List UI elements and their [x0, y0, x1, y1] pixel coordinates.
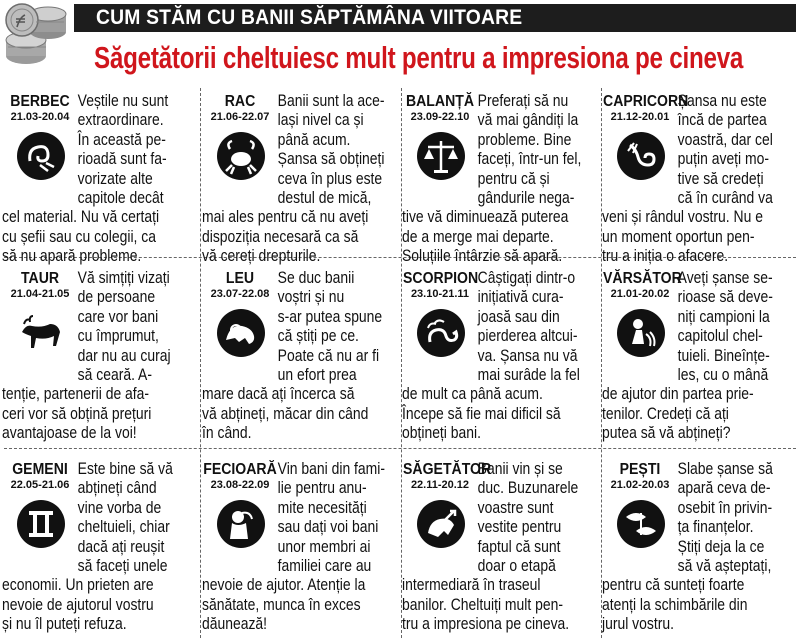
sign-dates: 21.06-22.07 — [210, 111, 270, 123]
text-line: Veștile nu sunt — [77, 92, 169, 110]
text-line: Se duc banii — [277, 269, 355, 287]
text-line: economii. Un prieten are — [2, 576, 154, 595]
text-line: că știți pe ce. — [277, 327, 359, 346]
text-line: un moment oportun pen- — [602, 227, 755, 246]
text-line: care vor bani — [77, 307, 159, 326]
text-line: avantajoase de la voi! — [2, 424, 137, 443]
horoscope-text — [602, 269, 773, 444]
text-line: tenilor. Credeți că ați — [602, 404, 729, 423]
text-line: inițiativă cura- — [477, 288, 564, 307]
text-line: s-ar putea spune — [277, 307, 383, 326]
sign-name: RAC — [224, 93, 256, 110]
text-line: nevoie de ajutorul vostru — [2, 595, 154, 614]
text-line: ceva în plus este — [277, 169, 383, 188]
text-line: banilor. Cheltuiți mult pen- — [402, 595, 563, 614]
text-line: puțin aveți mo- — [677, 150, 769, 169]
text-line: ța finanțelor. — [677, 518, 754, 537]
text-line: vestite pentru — [477, 518, 562, 537]
section-title: CUM STĂM CU BANII SĂPTĂMÂNA VIITOARE — [96, 6, 523, 29]
text-line: tenție, partenerii de afa- — [2, 385, 150, 404]
text-line: mare dacă ați încerca să — [202, 385, 355, 404]
horoscope-text — [202, 269, 382, 444]
text-line: În această pe- — [77, 130, 166, 149]
text-line: rioase să deve- — [677, 288, 773, 307]
text-line: unor membri ai — [277, 537, 371, 556]
text-line: Șansa nu este — [677, 92, 767, 110]
sign-name: FECIOARĂ — [203, 461, 277, 478]
text-line: intermediară în traseul — [402, 576, 541, 595]
sign-dates: 23.08-22.09 — [210, 479, 270, 491]
text-line: Vin bani din fami- — [277, 460, 385, 478]
text-line: Aveți șanse se- — [677, 269, 773, 287]
text-line: Vă simțiți vizați — [77, 269, 170, 287]
text-line: în când. — [202, 424, 252, 443]
text-line: pentru că și — [477, 169, 550, 188]
sign-dates: 21.03-20.04 — [10, 111, 70, 123]
text-line: cu împrumut, — [77, 327, 159, 346]
text-line: sănătate, munca în exces — [202, 595, 361, 614]
horoscope-text — [2, 92, 168, 267]
row-divider — [4, 448, 796, 449]
sign-dates: 21.02-20.03 — [610, 479, 670, 491]
text-line: vă abțineți, măcar din când — [202, 404, 369, 423]
text-line: obțineți bani. — [402, 424, 481, 443]
text-line: vă mai gândiți la — [477, 111, 579, 130]
text-line: dacă ați reușit — [77, 537, 165, 556]
text-line: Șansa să obțineți — [277, 150, 385, 169]
sign-name: LEU — [225, 270, 255, 287]
text-line: rioadă sunt fa- — [77, 150, 167, 169]
text-line: sau dați voi bani — [277, 518, 379, 537]
text-line: tuieli. Bineînțe- — [677, 346, 770, 365]
text-line: ceri vor să obțină prețuri — [2, 404, 152, 423]
text-line: va. Șansa nu vă — [477, 346, 578, 365]
horoscope-text — [202, 92, 384, 267]
text-line: de mult ca până acum. — [402, 385, 543, 404]
text-line: capitole decât — [77, 188, 164, 207]
text-line: de ajutor din partea prie- — [602, 385, 754, 404]
sign-dates: 21.01-20.02 — [610, 288, 670, 300]
text-line: nevoie de ajutor. Atenție la — [202, 576, 366, 595]
text-line: faptul că sunt — [477, 537, 561, 556]
horoscope-text — [2, 269, 171, 444]
text-line: vine vorba de — [77, 498, 162, 517]
sign-dates: 23.10-21.11 — [410, 288, 470, 300]
text-line: încă de partea — [677, 111, 767, 130]
text-line: capitolul chel- — [677, 327, 763, 346]
text-line: Soluțiile întârzie să apară. — [402, 247, 563, 266]
sign-name: CAPRICORN — [603, 93, 689, 110]
text-line: niți campioni la — [677, 307, 770, 326]
text-line: cu șefii sau cu colegii, ca — [2, 227, 156, 246]
horoscope-text — [202, 460, 385, 635]
text-line: tive să credeți — [677, 169, 764, 188]
horoscope-text — [602, 92, 773, 267]
text-line: Banii vin și se — [477, 460, 563, 478]
text-line: că în curând va — [677, 188, 773, 207]
text-line: vă cereți drepturile. — [202, 247, 321, 266]
text-line: putea să vă abțineți? — [602, 424, 731, 443]
sign-name: BALANȚĂ — [405, 93, 475, 110]
horoscope-text — [402, 460, 578, 635]
text-line: jurul vostru. — [602, 615, 674, 634]
sign-name: PEȘTI — [619, 461, 661, 478]
text-line: de a merge mai departe. — [402, 227, 554, 246]
text-line: Știți deja la ce — [677, 537, 765, 556]
text-line: les, cu o mână — [677, 365, 769, 384]
sign-dates: 23.07-22.08 — [210, 288, 270, 300]
column-divider — [200, 88, 201, 638]
text-line: probleme. Bine — [477, 130, 572, 149]
text-line: dar nu au curaj — [77, 346, 171, 365]
text-line: Slabe șanse să — [677, 460, 773, 478]
text-line: să vă așteptați, — [677, 556, 772, 575]
text-line: un efort prea — [277, 365, 357, 384]
text-line: destul de mică, — [277, 188, 372, 207]
horoscope-text — [602, 460, 773, 635]
text-line: Poate că nu ar fi — [277, 346, 380, 365]
text-line: cheltuieli, chiar — [77, 518, 170, 537]
sign-name: VĂRSĂTOR — [603, 270, 682, 287]
horoscope-text — [402, 92, 581, 267]
text-line: pentru că sunteți foarte — [602, 576, 745, 595]
text-line: apară ceva de- — [677, 479, 771, 498]
text-line: pierderea altcui- — [477, 327, 578, 346]
text-line: tru a impresiona pe cineva. — [402, 615, 570, 634]
sign-name: GEMENI — [12, 461, 68, 478]
horoscope-text — [2, 460, 173, 635]
sign-dates: 22.05-21.06 — [10, 479, 70, 491]
text-line: Este bine să vă — [77, 460, 173, 478]
text-line: dispoziția necesară ca să — [202, 227, 359, 246]
text-line: să nu apară probleme. — [2, 247, 142, 266]
text-line: cel material. Nu vă certați — [2, 208, 160, 227]
sign-name: BERBEC — [10, 93, 70, 110]
text-line: de persoane — [77, 288, 156, 307]
text-line: voștri și nu — [277, 288, 345, 307]
sign-name: SĂGETĂTOR — [403, 461, 492, 478]
text-line: tive vă diminuează puterea — [402, 208, 569, 227]
text-line: lași nivel ca și — [277, 111, 364, 130]
text-line: Banii sunt la ace- — [277, 92, 385, 110]
sign-dates: 21.12-20.01 — [610, 111, 670, 123]
text-line: atenți la schimbările din — [602, 595, 748, 614]
text-line: Câștigați dintr-o — [477, 269, 576, 287]
text-line: extraordinare. — [77, 111, 164, 130]
text-line: abțineți când — [77, 479, 157, 498]
text-line: veni și rândul vostru. Nu e — [602, 208, 763, 227]
sign-name: TAUR — [20, 270, 60, 287]
sign-dates: 23.09-22.10 — [410, 111, 470, 123]
coins-icon — [0, 0, 72, 70]
text-line: să ceară. A- — [77, 365, 152, 384]
text-line: gândurile nega- — [477, 188, 575, 207]
text-line: joasă sau din — [477, 307, 560, 326]
text-line: dăunează! — [202, 615, 268, 634]
text-line: vorizate alte — [77, 169, 153, 188]
text-line: mai surâde la fel — [477, 365, 580, 384]
headline: Săgetătorii cheltuiesc mult pentru a impresiona pe cineva — [94, 40, 744, 75]
text-line: până acum. — [277, 130, 351, 149]
text-line: osebit în privin- — [677, 498, 773, 517]
text-line: voastră, dar cel — [677, 130, 773, 149]
text-line: tru a iniția o afacere. — [602, 247, 729, 266]
horoscope-text — [402, 269, 580, 444]
sign-dates: 21.04-21.05 — [10, 288, 70, 300]
text-line: mite necesități — [277, 498, 367, 517]
text-line: doar o etapă — [477, 556, 556, 575]
text-line: voastre sunt — [477, 498, 554, 517]
text-line: faceți, într-un fel, — [477, 150, 582, 169]
sign-dates: 22.11-20.12 — [410, 479, 470, 491]
text-line: Preferați să nu — [477, 92, 569, 110]
text-line: mai ales pentru că nu aveți — [202, 208, 369, 227]
text-line: să faceți unele — [77, 556, 168, 575]
text-line: lie pentru anu- — [277, 479, 367, 498]
text-line: familiei care au — [277, 556, 372, 575]
text-line: Începe să fie mai dificil să — [402, 404, 561, 423]
text-line: și nu îl puteți refuza. — [2, 615, 127, 634]
text-line: duc. Buzunarele — [477, 479, 579, 498]
sign-name: SCORPION — [403, 270, 479, 287]
